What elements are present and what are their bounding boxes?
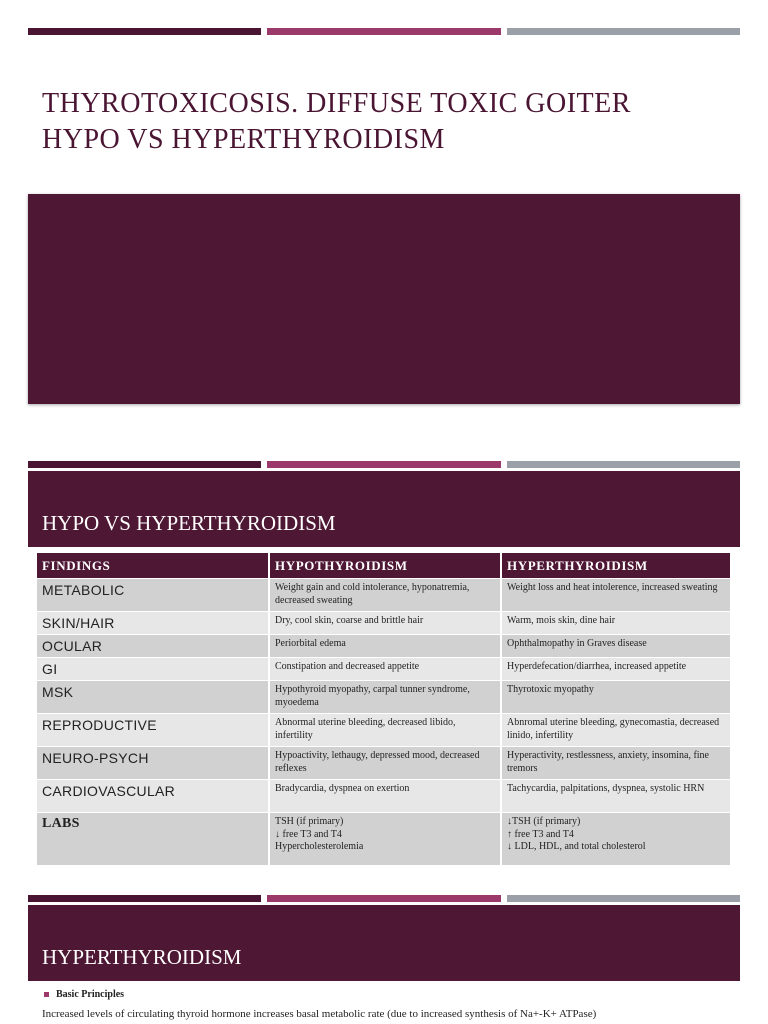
hyper-cell: Tachycardia, palpitations, dyspnea, systolic HRN [501, 780, 731, 813]
slide1-top-bars [28, 28, 740, 35]
hypo-cell: Periorbital edema [269, 635, 501, 658]
finding-cell: CARDIOVASCULAR [37, 780, 269, 813]
body-paragraph: Increased levels of circulating thyroid hormone increases basal metabolic rate (due to increased synthesis of Na+-K+ ATPase) [42, 1008, 597, 1020]
header-hyperthyroidism: HYPERTHYROIDISM [501, 553, 731, 579]
slide3-title: HYPERTHYROIDISM [42, 945, 242, 969]
hypo-cell: Hypoactivity, lethaugy, depressed mood, decreased reflexes [269, 747, 501, 780]
hyper-cell: ↓TSH (if primary) ↑ free T3 and T4 ↓ LDL, HDL, and total cholesterol [501, 813, 731, 865]
finding-cell: OCULAR [37, 635, 269, 658]
bar-gray [507, 895, 740, 902]
bullet-item [44, 989, 124, 1000]
slide2-top-bars [28, 461, 740, 468]
hypo-cell: Abnormal uterine bleeding, decreased libido, infertility [269, 714, 501, 747]
comparison-table [37, 553, 732, 865]
bar-accent [267, 28, 500, 35]
finding-cell: REPRODUCTIVE [37, 714, 269, 747]
table-row [37, 635, 731, 658]
bar-dark [28, 28, 261, 35]
hypo-cell: Bradycardia, dyspnea on exertion [269, 780, 501, 813]
slide1-title-line1: THYROTOXICOSIS. DIFFUSE TOXIC GOITER [42, 88, 631, 119]
slide1-title-line2: HYPO VS HYPERTHYROIDISM [42, 124, 445, 155]
hypo-cell: Constipation and decreased appetite [269, 658, 501, 681]
bar-dark [28, 461, 261, 468]
slide2-title: HYPO VS HYPERTHYROIDISM [42, 511, 336, 535]
hypo-cell: TSH (if primary) ↓ free T3 and T4 Hypercholesterolemia [269, 813, 501, 865]
slide3-top-bars [28, 895, 740, 902]
header-hypothyroidism: HYPOTHYROIDISM [269, 553, 501, 579]
hyper-cell: Weight loss and heat intolerence, increased sweating [501, 579, 731, 612]
hyper-cell: Hyperactivity, restlessness, anxiety, insomina, fine tremors [501, 747, 731, 780]
hypo-cell: Hypothyroid myopathy, carpal tunner syndrome, myoedema [269, 681, 501, 714]
finding-cell: METABOLIC [37, 579, 269, 612]
hyper-cell: Warm, mois skin, dine hair [501, 612, 731, 635]
table-header-row [37, 553, 731, 579]
bar-accent [267, 461, 500, 468]
table-row [37, 780, 731, 813]
hyper-cell: Abnromal uterine bleeding, gynecomastia, decreased linido, infertility [501, 714, 731, 747]
finding-cell: NEURO-PSYCH [37, 747, 269, 780]
finding-cell: MSK [37, 681, 269, 714]
slide1-content-block [28, 194, 740, 404]
slide2-header [28, 471, 740, 547]
bar-gray [507, 28, 740, 35]
table-row [37, 714, 731, 747]
table-row [37, 747, 731, 780]
table-row [37, 612, 731, 635]
table-row [37, 658, 731, 681]
slide3-header [28, 905, 740, 981]
hyper-cell: Hyperdefecation/diarrhea, increased appetite [501, 658, 731, 681]
hyper-cell: Thyrotoxic myopathy [501, 681, 731, 714]
slide1-title [42, 86, 732, 158]
square-bullet-icon [44, 992, 49, 997]
table-row [37, 681, 731, 714]
bar-dark [28, 895, 261, 902]
finding-cell: GI [37, 658, 269, 681]
hyper-cell: Ophthalmopathy in Graves disease [501, 635, 731, 658]
bullet-label: Basic Principles [56, 989, 125, 1000]
bar-gray [507, 461, 740, 468]
finding-cell: SKIN/HAIR [37, 612, 269, 635]
table-row [37, 813, 731, 865]
hypo-cell: Dry, cool skin, coarse and brittle hair [269, 612, 501, 635]
table-row [37, 579, 731, 612]
bar-accent [267, 895, 500, 902]
hypo-cell: Weight gain and cold intolerance, hyponatremia, decreased sweating [269, 579, 501, 612]
finding-cell: LABS [37, 813, 269, 865]
header-findings: FINDINGS [37, 553, 269, 579]
